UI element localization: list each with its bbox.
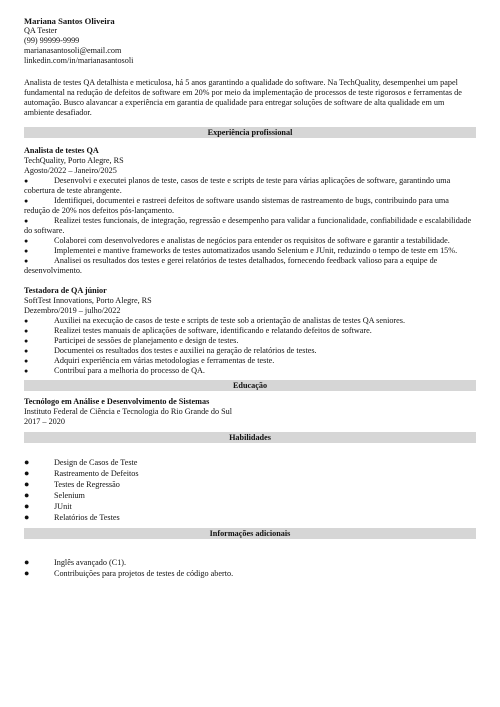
job-company: SoftTest Innovations, Porto Alegre, RS — [24, 296, 152, 305]
job-bullet — [24, 366, 476, 376]
bullet-icon: ● — [24, 512, 30, 522]
bullet-icon: ● — [24, 457, 30, 467]
job-bullet — [24, 196, 476, 216]
extra-label: Contribuições para projetos de testes de código aberto. — [54, 569, 234, 578]
extra-item — [24, 568, 476, 579]
job-bullet — [24, 176, 476, 196]
job-bullet — [24, 246, 476, 256]
education-dates: 2017 – 2020 — [24, 417, 65, 426]
skill-label: JUnit — [54, 502, 72, 511]
bullet-icon: ● — [24, 357, 29, 365]
skill-item — [24, 490, 476, 501]
section-heading-skills: Habilidades — [24, 432, 476, 443]
job-title: Analista de testes QA — [24, 146, 99, 155]
job-title: Testadora de QA júnior — [24, 286, 107, 295]
candidate-phone: (99) 99999-9999 — [24, 36, 80, 45]
job-bullet-text: Participei de sessões de planejamento e design de testes. — [54, 336, 239, 345]
section-heading-experience: Experiência profissional — [24, 127, 476, 138]
skill-item — [24, 479, 476, 490]
candidate-email[interactable]: marianasantosoli@email.com — [24, 46, 122, 55]
bullet-icon: ● — [24, 327, 29, 335]
job-entry — [24, 146, 476, 276]
bullet-icon: ● — [24, 367, 29, 375]
education-degree: Tecnólogo em Análise e Desenvolvimento de Sistemas — [24, 397, 210, 406]
skill-label: Testes de Regressão — [54, 480, 120, 489]
skill-label: Relatórios de Testes — [54, 513, 120, 522]
job-bullet — [24, 336, 476, 346]
job-dates: Dezembro/2019 – julho/2022 — [24, 306, 121, 315]
extra-label: Inglês avançado (C1). — [54, 558, 127, 567]
resume-header — [24, 16, 476, 66]
job-bullet-text: Implementei e mantive frameworks de testes automatizados usando Selenium e JUnit, reduzindo o tempo de teste em 15%. — [54, 246, 458, 255]
job-bullet — [24, 236, 476, 246]
job-entry — [24, 286, 476, 376]
bullet-icon: ● — [24, 257, 29, 265]
job-bullet — [24, 256, 476, 276]
candidate-role: QA Tester — [24, 26, 58, 35]
bullet-icon: ● — [24, 568, 30, 578]
skill-item — [24, 457, 476, 468]
skill-label: Design de Casos de Teste — [54, 458, 138, 467]
job-dates: Agosto/2022 – Janeiro/2025 — [24, 166, 117, 175]
professional-summary: Analista de testes QA detalhista e meticulosa, há 5 anos garantindo a qualidade do software. Na TechQuality, desempenhei um papel fundamental na redução de defeitos de software em 20% por meio da implementação de processos de teste rigorosos e ferramentas de automação. Busco alavancar a experiência em garantia de qualidade para entregar soluções de software de alta qualidade em um ambiente desafiador. — [24, 78, 462, 117]
job-bullet-text: Auxiliei na execução de casos de teste e scripts de teste sob a orientação de analistas de testes QA seniores. — [54, 316, 406, 325]
job-bullet-text: Analisei os resultados dos testes e gerei relatórios de testes detalhados, fornecendo feedback valioso para a equipe de desenvolvimento. — [24, 256, 438, 275]
job-bullet — [24, 316, 476, 326]
job-bullet-text: Desenvolvi e executei planos de teste, casos de teste e scripts de teste para várias aplicações de software, garantindo uma cobertura de teste abrangente. — [24, 176, 451, 195]
skill-label: Rastreamento de Defeitos — [54, 469, 139, 478]
job-bullet-text: Adquiri experiência em várias metodologias e ferramentas de teste. — [54, 356, 275, 365]
job-bullet-text: Identifiquei, documentei e rastreei defeitos de software usando sistemas de rastreamento de bugs, contribuindo para uma redução de 20% nos defeitos pós-lançamento. — [24, 196, 449, 215]
experience-list — [24, 146, 476, 376]
bullet-icon: ● — [24, 501, 30, 511]
job-bullet-text: Realizei testes funcionais, de integração, regressão e desempenho para validar a funcionalidade, confiabilidade e escalabilidade do software. — [24, 216, 472, 235]
job-bullet — [24, 216, 476, 236]
job-bullet — [24, 356, 476, 366]
bullet-icon: ● — [24, 490, 30, 500]
job-bullet-text: Contribuí para a melhoria do processo de QA. — [54, 366, 205, 375]
bullet-icon: ● — [24, 317, 29, 325]
job-bullet — [24, 346, 476, 356]
job-bullet-text: Colaborei com desenvolvedores e analistas de negócios para entender os requisitos de software e garantir a testabilidade. — [54, 236, 450, 245]
bullet-icon: ● — [24, 237, 29, 245]
bullet-icon: ● — [24, 197, 29, 205]
additional-info-list — [24, 557, 476, 579]
job-company: TechQuality, Porto Alegre, RS — [24, 156, 124, 165]
extra-item — [24, 557, 476, 568]
skill-label: Selenium — [54, 491, 85, 500]
bullet-icon: ● — [24, 337, 29, 345]
skills-list — [24, 457, 476, 523]
bullet-icon: ● — [24, 468, 30, 478]
section-heading-extras: Informações adicionais — [24, 528, 476, 539]
job-bullet — [24, 326, 476, 336]
job-bullet-text: Realizei testes manuais de aplicações de software, identificando e relatando defeitos de software. — [54, 326, 372, 335]
job-bullet-text: Documentei os resultados dos testes e auxiliei na geração de relatórios de testes. — [54, 346, 317, 355]
bullet-icon: ● — [24, 247, 29, 255]
bullet-icon: ● — [24, 177, 29, 185]
candidate-linkedin[interactable]: linkedin.com/in/marianasantosoli — [24, 56, 134, 65]
bullet-icon: ● — [24, 479, 30, 489]
section-heading-education: Educação — [24, 380, 476, 391]
skill-item — [24, 512, 476, 523]
bullet-icon: ● — [24, 347, 29, 355]
bullet-icon: ● — [24, 557, 30, 567]
education-entry — [24, 397, 476, 427]
bullet-icon: ● — [24, 217, 29, 225]
skill-item — [24, 468, 476, 479]
skill-item — [24, 501, 476, 512]
education-school: Instituto Federal de Ciência e Tecnologia do Rio Grande do Sul — [24, 407, 233, 416]
candidate-name: Mariana Santos Oliveira — [24, 16, 115, 26]
